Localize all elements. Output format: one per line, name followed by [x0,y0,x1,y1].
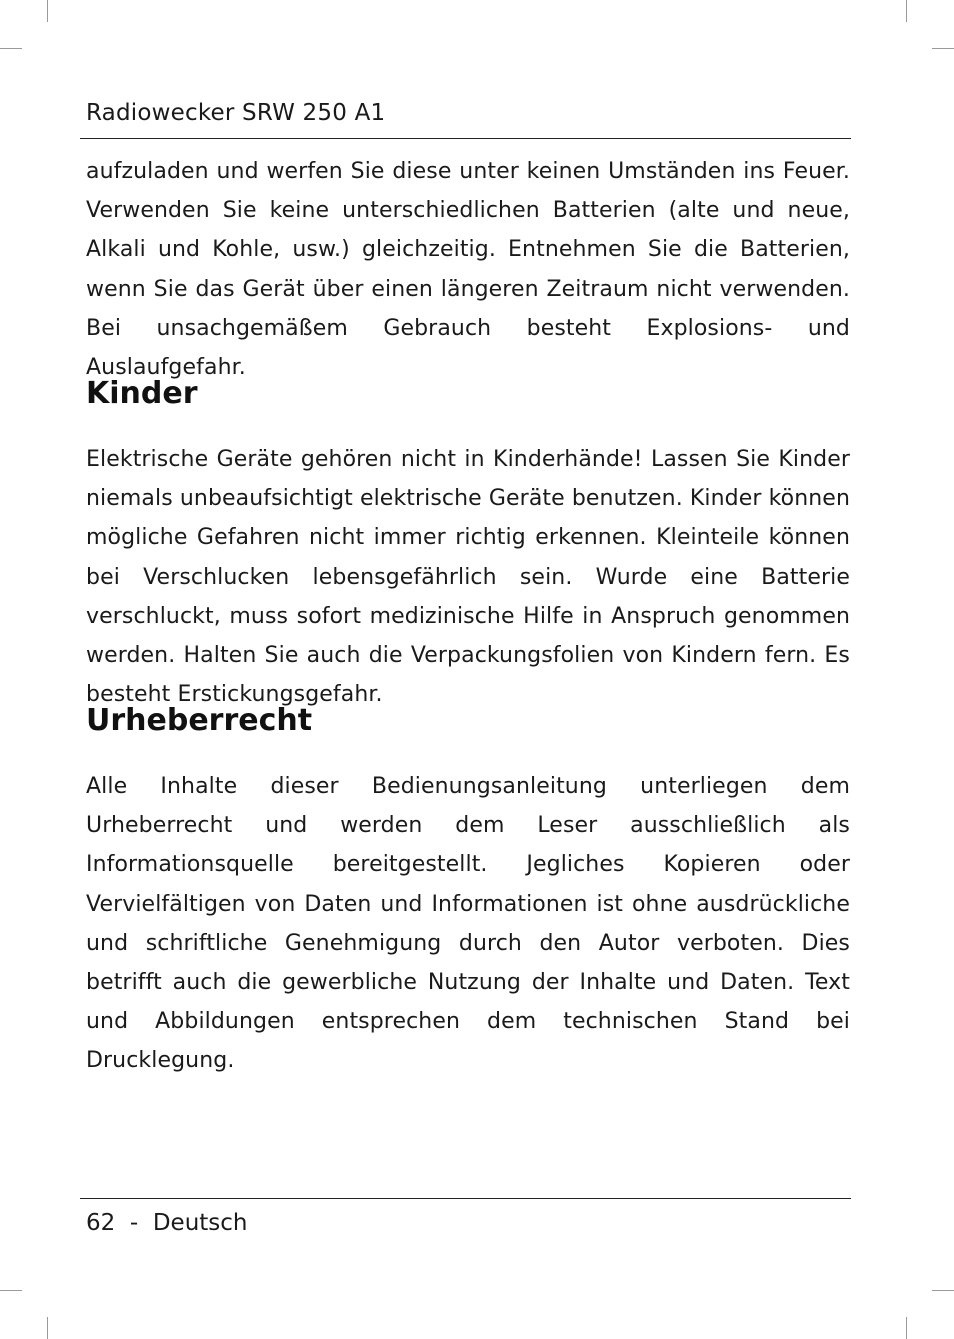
intro-paragraph: aufzuladen und werfen Sie diese unter keinen Umständen ins Feuer. Verwenden Sie keine unterschiedlichen Batterien (alte und neue, Alkali und Kohle, usw.) gleichzeitig. Entnehmen Sie die Batterien, wenn Sie das Gerät über einen längeren Zeitraum nicht verwenden. Bei unsachgemäßem Gebrauch besteht Explosions- und Auslaufgefahr. [86,159,850,381]
crop-mark-bottom-right [906,1317,907,1339]
crop-mark-top-left-h [0,48,22,49]
crop-mark-bottom-right-h [932,1290,954,1291]
footer-language: Deutsch [152,1210,248,1236]
section-text-urheberrecht: Alle Inhalte dieser Bedienungsanleitung unterliegen dem Urheberrecht und werden dem Leser ausschließlich als Informationsquelle bereitgestellt. Jegliches Kopieren oder Vervielfältigen von Daten und Informationen ist ohne ausdrückliche und schriftliche Genehmigung durch den Autor verboten. Dies betrifft auch die gewerbliche Nutzung der Inhalte und Daten. Text und Abbildungen entsprechen dem technischen Stand bei Drucklegung. [86,774,850,1074]
page-number: 62 [86,1210,116,1236]
crop-mark-top-right-h [932,48,954,49]
crop-mark-bottom-left-h [0,1290,22,1291]
crop-mark-bottom-left [47,1317,48,1339]
section-text-kinder: Elektrische Geräte gehören nicht in Kinderhände! Lassen Sie Kinder niemals unbeaufsichtigt elektrische Geräte benutzen. Kinder können mögliche Gefahren nicht immer richtig erkennen. Kleinteile können bei Verschlucken lebensgefährlich sein. Wurde eine Batterie verschluckt, muss sofort medizinische Hilfe in Anspruch genommen werden. Halten Sie auch die Verpackungsfolien von Kindern fern. Es besteht Erstickungsgefahr. [86,447,850,708]
section-heading-kinder: Kinder [86,376,198,411]
running-header: Radiowecker SRW 250 A1 [86,100,386,126]
page-footer [86,1206,248,1240]
crop-mark-top-right [906,0,907,22]
section-heading-urheberrecht: Urheberrecht [86,703,313,738]
crop-mark-top-left [47,0,48,22]
footer-rule [80,1198,851,1199]
footer-separator: - [129,1210,139,1236]
header-rule [80,138,851,139]
